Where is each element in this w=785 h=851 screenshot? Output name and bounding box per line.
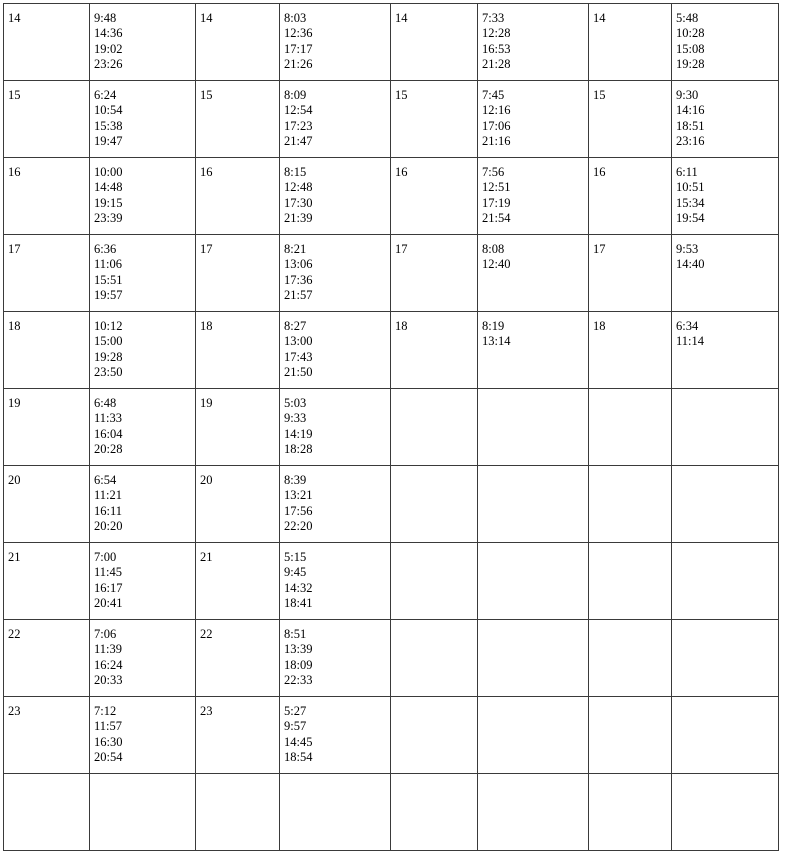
times-cell — [90, 235, 196, 312]
tide-time: 11:57 — [94, 719, 123, 734]
day-number: 14 — [395, 11, 408, 25]
day-cell — [589, 235, 672, 312]
day-number: 15 — [8, 88, 21, 102]
day-cell — [196, 697, 280, 774]
tide-time: 7:00 — [94, 550, 117, 564]
times-cell — [90, 774, 196, 851]
tide-time: 12:54 — [284, 103, 313, 118]
tide-time: 8:15 — [284, 165, 307, 179]
table-row — [4, 620, 779, 697]
day-number: 17 — [593, 242, 606, 256]
times-cell — [478, 81, 589, 158]
times-cell — [280, 4, 391, 81]
day-cell — [4, 4, 90, 81]
tide-time: 13:14 — [482, 334, 511, 349]
day-cell — [196, 235, 280, 312]
day-cell — [4, 543, 90, 620]
times-cell — [90, 81, 196, 158]
tide-times-table — [3, 3, 779, 851]
times-cell — [672, 81, 779, 158]
tide-time: 10:51 — [676, 180, 705, 195]
tide-time: 8:21 — [284, 242, 307, 256]
day-number: 15 — [200, 88, 213, 102]
table-row — [4, 158, 779, 235]
tide-time: 13:00 — [284, 334, 313, 349]
day-number: 18 — [593, 319, 606, 333]
tide-time: 9:57 — [284, 719, 307, 734]
tide-time: 8:51 — [284, 627, 307, 641]
day-number: 17 — [8, 242, 21, 256]
day-cell — [391, 312, 478, 389]
times-cell — [90, 466, 196, 543]
day-number: 16 — [200, 165, 213, 179]
times-cell — [672, 312, 779, 389]
table-row — [4, 81, 779, 158]
day-cell — [589, 543, 672, 620]
times-cell — [280, 158, 391, 235]
tide-time: 5:48 — [676, 11, 699, 25]
tide-time: 14:16 — [676, 103, 705, 118]
day-cell — [196, 389, 280, 466]
times-cell — [90, 389, 196, 466]
tide-time: 14:36 — [94, 26, 123, 41]
tide-time: 16:04 — [94, 426, 123, 441]
day-cell — [4, 312, 90, 389]
day-cell — [589, 4, 672, 81]
day-cell — [4, 158, 90, 235]
day-cell — [391, 158, 478, 235]
times-cell — [280, 774, 391, 851]
tide-time: 12:16 — [482, 103, 511, 118]
tide-time: 12:40 — [482, 257, 511, 272]
day-number: 18 — [200, 319, 213, 333]
tide-time: 6:24 — [94, 88, 117, 102]
table-row — [4, 697, 779, 774]
tide-time: 11:33 — [94, 411, 123, 426]
day-cell — [196, 774, 280, 851]
tide-time: 18:09 — [284, 657, 313, 672]
times-cell — [672, 158, 779, 235]
day-cell — [391, 389, 478, 466]
day-cell — [589, 697, 672, 774]
times-cell — [90, 312, 196, 389]
tide-time: 16:24 — [94, 657, 123, 672]
day-cell — [589, 81, 672, 158]
tide-time: 7:33 — [482, 11, 505, 25]
tide-time: 17:06 — [482, 118, 511, 133]
times-cell — [280, 697, 391, 774]
tide-time: 16:11 — [94, 503, 123, 518]
times-cell — [478, 774, 589, 851]
table-row — [4, 543, 779, 620]
tide-time: 8:09 — [284, 88, 307, 102]
tide-time: 11:39 — [94, 642, 123, 657]
day-number: 20 — [8, 473, 21, 487]
day-number: 20 — [200, 473, 213, 487]
times-cell — [90, 543, 196, 620]
tide-time: 17:56 — [284, 503, 313, 518]
tide-time: 16:17 — [94, 580, 123, 595]
tide-time: 10:12 — [94, 319, 123, 333]
tide-time: 8:19 — [482, 319, 505, 333]
times-cell — [478, 312, 589, 389]
times-cell — [672, 235, 779, 312]
tide-time: 15:08 — [676, 41, 705, 56]
tide-time: 5:27 — [284, 704, 307, 718]
day-number: 15 — [395, 88, 408, 102]
tide-time: 14:48 — [94, 180, 123, 195]
tide-time: 11:06 — [94, 257, 123, 272]
table-row — [4, 466, 779, 543]
tide-time: 7:12 — [94, 704, 117, 718]
table-row — [4, 774, 779, 851]
tide-time: 22:33 — [284, 673, 313, 688]
tide-time: 21:57 — [284, 288, 313, 303]
day-number: 18 — [395, 319, 408, 333]
tide-time: 18:54 — [284, 750, 313, 765]
tide-time: 18:41 — [284, 596, 313, 611]
tide-time: 16:30 — [94, 734, 123, 749]
tide-time: 15:34 — [676, 195, 705, 210]
tide-time: 5:15 — [284, 550, 307, 564]
day-cell — [391, 620, 478, 697]
tide-time: 17:43 — [284, 349, 313, 364]
day-cell — [4, 697, 90, 774]
tide-time: 19:28 — [676, 57, 705, 72]
tide-time: 9:48 — [94, 11, 117, 25]
day-number: 14 — [8, 11, 21, 25]
times-cell — [280, 620, 391, 697]
tide-time: 9:53 — [676, 242, 699, 256]
times-cell — [478, 235, 589, 312]
day-cell — [196, 620, 280, 697]
tide-time: 20:41 — [94, 596, 123, 611]
times-cell — [672, 466, 779, 543]
tide-time: 5:03 — [284, 396, 307, 410]
day-cell — [196, 466, 280, 543]
day-cell — [196, 158, 280, 235]
tide-time: 12:36 — [284, 26, 313, 41]
table-row — [4, 312, 779, 389]
times-cell — [280, 466, 391, 543]
day-number: 19 — [200, 396, 213, 410]
tide-time: 9:45 — [284, 565, 307, 580]
table-body — [4, 4, 779, 851]
tide-time: 21:47 — [284, 134, 313, 149]
times-cell — [478, 158, 589, 235]
day-number: 23 — [8, 704, 21, 718]
times-cell — [90, 620, 196, 697]
day-cell — [391, 543, 478, 620]
tide-time: 9:33 — [284, 411, 307, 426]
day-number: 23 — [200, 704, 213, 718]
tide-time: 8:08 — [482, 242, 505, 256]
tide-time: 6:34 — [676, 319, 699, 333]
tide-time: 17:36 — [284, 272, 313, 287]
day-number: 14 — [200, 11, 213, 25]
tide-time: 6:54 — [94, 473, 117, 487]
tide-time: 10:28 — [676, 26, 705, 41]
tide-time: 15:38 — [94, 118, 123, 133]
tide-time: 21:26 — [284, 57, 313, 72]
day-number: 14 — [593, 11, 606, 25]
tide-time: 8:39 — [284, 473, 307, 487]
tide-time: 14:40 — [676, 257, 705, 272]
times-cell — [90, 697, 196, 774]
day-cell — [196, 312, 280, 389]
tide-time: 14:19 — [284, 426, 313, 441]
day-cell — [4, 466, 90, 543]
tide-time: 17:30 — [284, 195, 313, 210]
times-cell — [280, 543, 391, 620]
times-cell — [280, 81, 391, 158]
tide-time: 7:06 — [94, 627, 117, 641]
times-cell — [672, 543, 779, 620]
tide-time: 17:23 — [284, 118, 313, 133]
tide-time: 21:16 — [482, 134, 511, 149]
day-cell — [589, 312, 672, 389]
day-cell — [589, 620, 672, 697]
day-cell — [391, 235, 478, 312]
day-cell — [589, 158, 672, 235]
day-number: 16 — [8, 165, 21, 179]
day-number: 16 — [395, 165, 408, 179]
tide-time: 14:32 — [284, 580, 313, 595]
day-cell — [4, 389, 90, 466]
times-cell — [478, 466, 589, 543]
day-cell — [196, 4, 280, 81]
day-cell — [196, 81, 280, 158]
tide-time: 16:53 — [482, 41, 511, 56]
tide-time: 7:56 — [482, 165, 505, 179]
day-cell — [391, 774, 478, 851]
times-cell — [478, 543, 589, 620]
tide-time: 15:00 — [94, 334, 123, 349]
times-cell — [478, 4, 589, 81]
times-cell — [280, 389, 391, 466]
tide-time: 19:54 — [676, 211, 705, 226]
tide-time: 11:45 — [94, 565, 123, 580]
day-cell — [589, 774, 672, 851]
tide-time: 21:28 — [482, 57, 511, 72]
tide-time: 19:28 — [94, 349, 123, 364]
tide-time: 10:54 — [94, 103, 123, 118]
tide-time: 21:54 — [482, 211, 511, 226]
times-cell — [90, 4, 196, 81]
tide-time: 23:39 — [94, 211, 123, 226]
tide-time: 20:33 — [94, 673, 123, 688]
tide-time: 20:54 — [94, 750, 123, 765]
tide-time: 23:26 — [94, 57, 123, 72]
tide-time: 15:51 — [94, 272, 123, 287]
tide-time: 22:20 — [284, 519, 313, 534]
day-number: 21 — [8, 550, 21, 564]
tide-time: 20:28 — [94, 442, 123, 457]
tide-time: 21:50 — [284, 365, 313, 380]
day-cell — [391, 4, 478, 81]
tide-time: 19:57 — [94, 288, 123, 303]
day-number: 16 — [593, 165, 606, 179]
times-cell — [672, 389, 779, 466]
tide-time: 23:16 — [676, 134, 705, 149]
tide-time: 10:00 — [94, 165, 123, 179]
day-number: 22 — [8, 627, 21, 641]
tide-time: 21:39 — [284, 211, 313, 226]
tide-time: 17:19 — [482, 195, 511, 210]
tide-time: 13:21 — [284, 488, 313, 503]
tide-time: 20:20 — [94, 519, 123, 534]
tide-time: 13:39 — [284, 642, 313, 657]
tide-time: 18:51 — [676, 118, 705, 133]
day-number: 18 — [8, 319, 21, 333]
tide-time: 19:15 — [94, 195, 123, 210]
times-cell — [280, 312, 391, 389]
day-number: 15 — [593, 88, 606, 102]
day-cell — [589, 466, 672, 543]
day-cell — [589, 389, 672, 466]
tide-time: 8:03 — [284, 11, 307, 25]
day-cell — [4, 774, 90, 851]
day-number: 19 — [8, 396, 21, 410]
tide-time: 11:14 — [676, 334, 705, 349]
tide-time: 8:27 — [284, 319, 307, 333]
tide-time: 19:02 — [94, 41, 123, 56]
tide-time: 11:21 — [94, 488, 123, 503]
times-cell — [478, 620, 589, 697]
day-cell — [391, 697, 478, 774]
times-cell — [672, 774, 779, 851]
day-cell — [4, 235, 90, 312]
tide-time: 6:48 — [94, 396, 117, 410]
tide-time: 12:28 — [482, 26, 511, 41]
tide-time: 12:51 — [482, 180, 511, 195]
times-cell — [280, 235, 391, 312]
day-cell — [4, 620, 90, 697]
tide-time: 9:30 — [676, 88, 699, 102]
tide-time: 19:47 — [94, 134, 123, 149]
tide-time: 17:17 — [284, 41, 313, 56]
tide-time: 14:45 — [284, 734, 313, 749]
tide-time: 6:11 — [676, 165, 698, 179]
tide-time: 23:50 — [94, 365, 123, 380]
day-number: 21 — [200, 550, 213, 564]
table-row — [4, 4, 779, 81]
day-number: 17 — [395, 242, 408, 256]
times-cell — [478, 697, 589, 774]
day-number: 17 — [200, 242, 213, 256]
tide-time: 12:48 — [284, 180, 313, 195]
times-cell — [90, 158, 196, 235]
day-cell — [4, 81, 90, 158]
tide-time: 7:45 — [482, 88, 505, 102]
day-cell — [391, 466, 478, 543]
tide-time: 6:36 — [94, 242, 117, 256]
day-number: 22 — [200, 627, 213, 641]
times-cell — [478, 389, 589, 466]
times-cell — [672, 620, 779, 697]
tide-time: 18:28 — [284, 442, 313, 457]
times-cell — [672, 697, 779, 774]
day-cell — [391, 81, 478, 158]
times-cell — [672, 4, 779, 81]
table-row — [4, 235, 779, 312]
day-cell — [196, 543, 280, 620]
table-row — [4, 389, 779, 466]
tide-time: 13:06 — [284, 257, 313, 272]
